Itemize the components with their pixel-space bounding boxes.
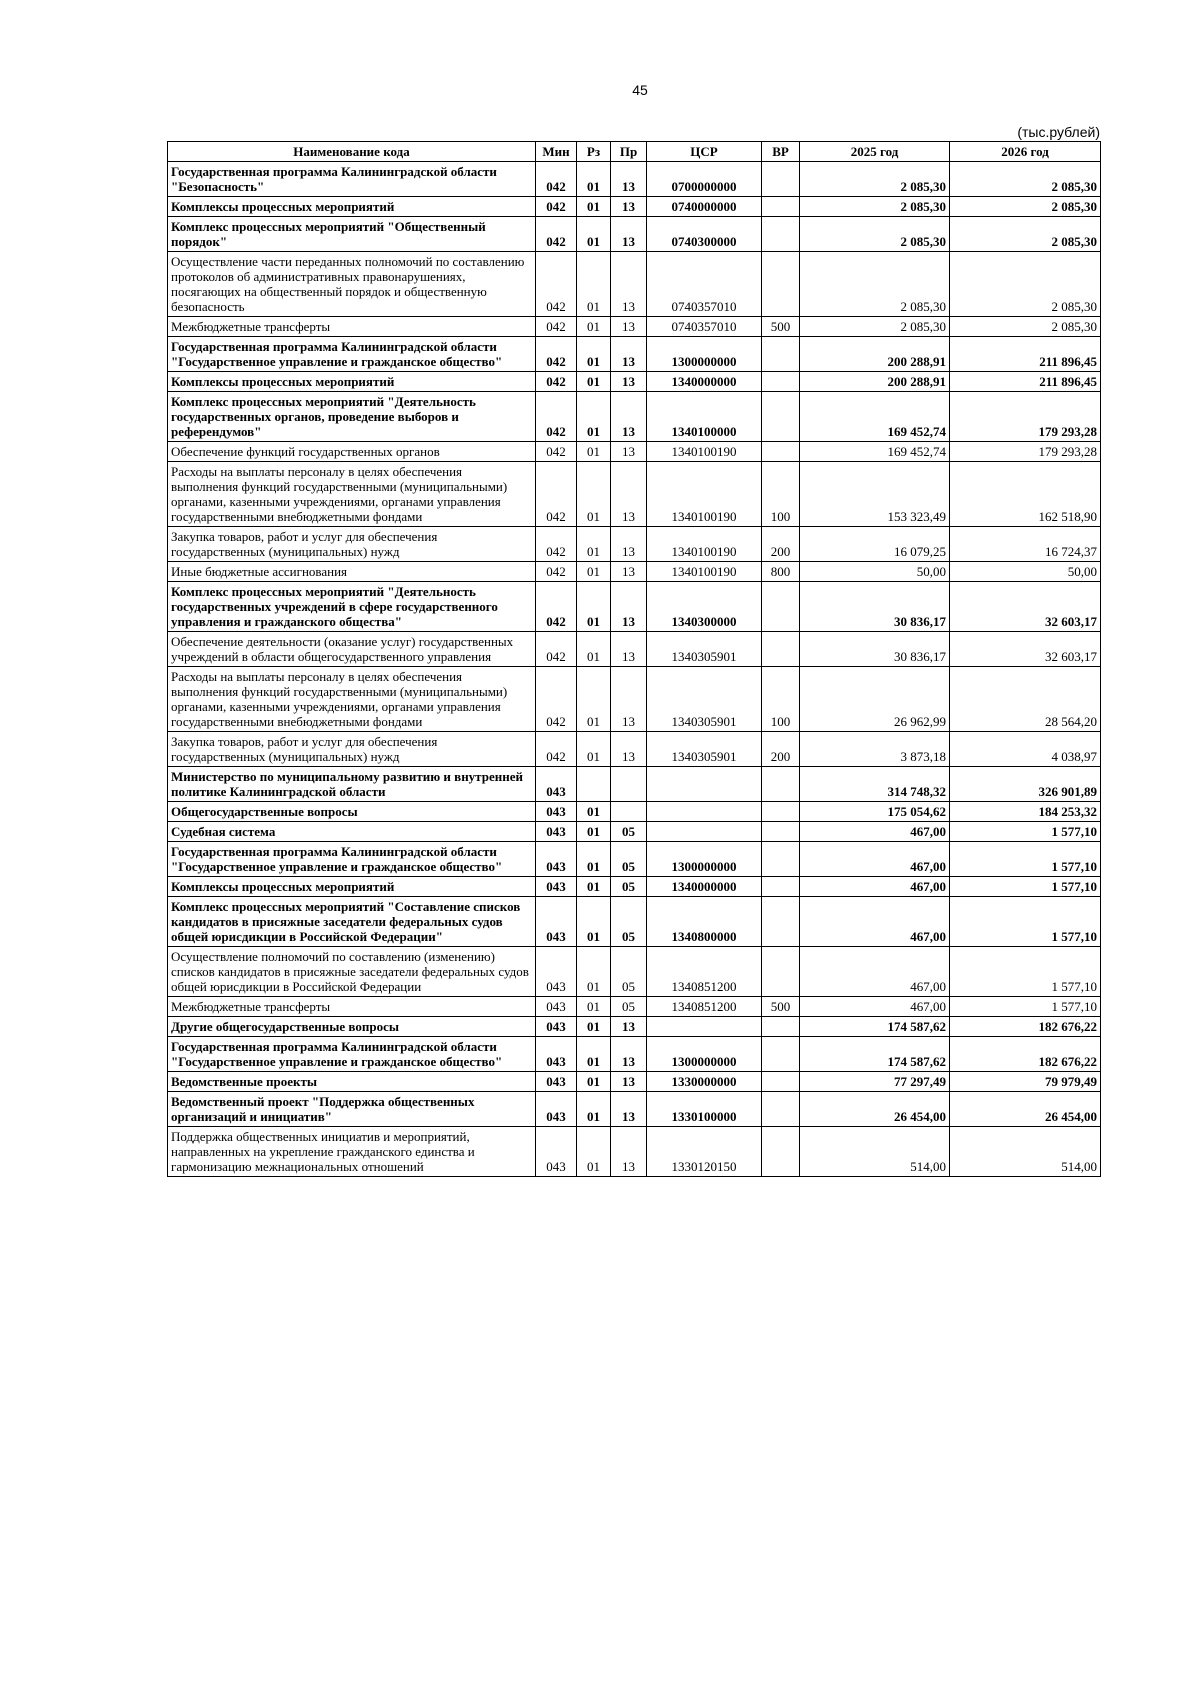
table-row xyxy=(168,822,1101,842)
cell-csr: 1330000000 xyxy=(647,1072,762,1092)
cell-pr: 05 xyxy=(611,897,647,947)
cell-min: 043 xyxy=(536,822,577,842)
cell-min: 042 xyxy=(536,582,577,632)
cell-2026: 1 577,10 xyxy=(950,997,1101,1017)
cell-vr xyxy=(762,822,800,842)
cell-csr: 1300000000 xyxy=(647,842,762,877)
cell-name: Обеспечение функций государственных органов xyxy=(168,442,536,462)
cell-name: Государственная программа Калининградской области "Государственное управление и гражданское общество" xyxy=(168,1037,536,1072)
table-row xyxy=(168,527,1101,562)
cell-name: Обеспечение деятельности (оказание услуг) государственных учреждений в области общегосударственного управления xyxy=(168,632,536,667)
cell-2025: 77 297,49 xyxy=(800,1072,950,1092)
cell-rz: 01 xyxy=(577,582,611,632)
cell-2025: 3 873,18 xyxy=(800,732,950,767)
cell-2025: 174 587,62 xyxy=(800,1017,950,1037)
cell-2025: 467,00 xyxy=(800,877,950,897)
cell-min: 042 xyxy=(536,217,577,252)
table-row xyxy=(168,372,1101,392)
cell-2026: 16 724,37 xyxy=(950,527,1101,562)
cell-min: 042 xyxy=(536,162,577,197)
cell-2025: 50,00 xyxy=(800,562,950,582)
cell-vr: 500 xyxy=(762,317,800,337)
cell-vr xyxy=(762,1127,800,1177)
table-row xyxy=(168,462,1101,527)
cell-2025: 2 085,30 xyxy=(800,317,950,337)
cell-2026: 2 085,30 xyxy=(950,197,1101,217)
cell-name: Комплекс процессных мероприятий "Деятельность государственных учреждений в сфере государственного управления и гражданского общества" xyxy=(168,582,536,632)
cell-name: Поддержка общественных инициатив и мероприятий, направленных на укрепление гражданского единства и гармонизацию межнациональных отношений xyxy=(168,1127,536,1177)
cell-vr xyxy=(762,252,800,317)
cell-pr: 13 xyxy=(611,1037,647,1072)
cell-min: 043 xyxy=(536,767,577,802)
cell-2025: 16 079,25 xyxy=(800,527,950,562)
cell-min: 042 xyxy=(536,392,577,442)
cell-pr: 13 xyxy=(611,252,647,317)
cell-vr xyxy=(762,1072,800,1092)
header-vr: ВР xyxy=(762,142,800,162)
cell-name: Государственная программа Калининградской области "Государственное управление и гражданское общество" xyxy=(168,337,536,372)
cell-2026: 2 085,30 xyxy=(950,162,1101,197)
table-row xyxy=(168,667,1101,732)
cell-rz: 01 xyxy=(577,997,611,1017)
cell-name: Комплексы процессных мероприятий xyxy=(168,877,536,897)
cell-pr: 05 xyxy=(611,997,647,1017)
header-2025: 2025 год xyxy=(800,142,950,162)
cell-vr xyxy=(762,442,800,462)
cell-pr: 13 xyxy=(611,562,647,582)
cell-pr: 05 xyxy=(611,877,647,897)
cell-name: Межбюджетные трансферты xyxy=(168,997,536,1017)
cell-name: Государственная программа Калининградской области "Безопасность" xyxy=(168,162,536,197)
header-min: Мин xyxy=(536,142,577,162)
cell-pr: 13 xyxy=(611,582,647,632)
cell-2025: 175 054,62 xyxy=(800,802,950,822)
cell-min: 043 xyxy=(536,1092,577,1127)
cell-name: Закупка товаров, работ и услуг для обеспечения государственных (муниципальных) нужд xyxy=(168,732,536,767)
cell-2026: 50,00 xyxy=(950,562,1101,582)
cell-pr: 05 xyxy=(611,947,647,997)
table-row xyxy=(168,1127,1101,1177)
cell-min: 042 xyxy=(536,632,577,667)
cell-csr: 1340100190 xyxy=(647,527,762,562)
cell-csr: 1340305901 xyxy=(647,732,762,767)
cell-vr xyxy=(762,767,800,802)
cell-name: Министерство по муниципальному развитию и внутренней политике Калининградской области xyxy=(168,767,536,802)
cell-min: 042 xyxy=(536,667,577,732)
cell-2026: 1 577,10 xyxy=(950,822,1101,842)
cell-min: 043 xyxy=(536,1072,577,1092)
cell-csr: 1340100190 xyxy=(647,442,762,462)
cell-2025: 30 836,17 xyxy=(800,632,950,667)
cell-min: 043 xyxy=(536,1127,577,1177)
cell-2026: 2 085,30 xyxy=(950,252,1101,317)
cell-min: 043 xyxy=(536,842,577,877)
cell-min: 042 xyxy=(536,197,577,217)
cell-name: Иные бюджетные ассигнования xyxy=(168,562,536,582)
cell-pr: 05 xyxy=(611,822,647,842)
cell-2026: 1 577,10 xyxy=(950,842,1101,877)
cell-rz: 01 xyxy=(577,822,611,842)
cell-2025: 467,00 xyxy=(800,947,950,997)
cell-vr: 100 xyxy=(762,462,800,527)
cell-name: Ведомственные проекты xyxy=(168,1072,536,1092)
cell-2025: 169 452,74 xyxy=(800,392,950,442)
cell-2026: 1 577,10 xyxy=(950,947,1101,997)
cell-2026: 184 253,32 xyxy=(950,802,1101,822)
table-row xyxy=(168,582,1101,632)
cell-2026: 326 901,89 xyxy=(950,767,1101,802)
cell-2026: 514,00 xyxy=(950,1127,1101,1177)
cell-csr: 1340100000 xyxy=(647,392,762,442)
cell-2026: 1 577,10 xyxy=(950,897,1101,947)
cell-2025: 467,00 xyxy=(800,997,950,1017)
cell-pr: 13 xyxy=(611,667,647,732)
table-row xyxy=(168,1017,1101,1037)
cell-2025: 174 587,62 xyxy=(800,1037,950,1072)
cell-name: Осуществление части переданных полномочий по составлению протоколов об административных правонарушениях, посягающих на общественный порядок и общественную безопасность xyxy=(168,252,536,317)
cell-name: Комплекс процессных мероприятий "Общественный порядок" xyxy=(168,217,536,252)
cell-2025: 514,00 xyxy=(800,1127,950,1177)
table-row xyxy=(168,562,1101,582)
cell-min: 043 xyxy=(536,997,577,1017)
cell-pr: 13 xyxy=(611,162,647,197)
cell-min: 042 xyxy=(536,372,577,392)
cell-min: 042 xyxy=(536,562,577,582)
page-number: 45 xyxy=(632,82,648,98)
cell-rz: 01 xyxy=(577,392,611,442)
cell-min: 042 xyxy=(536,317,577,337)
cell-vr xyxy=(762,337,800,372)
cell-csr: 1340000000 xyxy=(647,372,762,392)
cell-2026: 32 603,17 xyxy=(950,582,1101,632)
cell-2025: 26 962,99 xyxy=(800,667,950,732)
cell-rz: 01 xyxy=(577,842,611,877)
cell-2026: 162 518,90 xyxy=(950,462,1101,527)
table-row xyxy=(168,252,1101,317)
cell-min: 042 xyxy=(536,462,577,527)
cell-name: Расходы на выплаты персоналу в целях обеспечения выполнения функций государственными (муниципальными) органами, казенными учреждениями, органами управления государственными внебюджетными фондами xyxy=(168,667,536,732)
cell-name: Ведомственный проект "Поддержка общественных организаций и инициатив" xyxy=(168,1092,536,1127)
cell-pr: 13 xyxy=(611,732,647,767)
cell-rz: 01 xyxy=(577,1037,611,1072)
cell-csr: 1330100000 xyxy=(647,1092,762,1127)
cell-csr: 0740000000 xyxy=(647,197,762,217)
cell-csr: 1330120150 xyxy=(647,1127,762,1177)
cell-2025: 467,00 xyxy=(800,897,950,947)
cell-2025: 153 323,49 xyxy=(800,462,950,527)
header-csr: ЦСР xyxy=(647,142,762,162)
cell-csr: 1340100190 xyxy=(647,462,762,527)
table-row xyxy=(168,1072,1101,1092)
cell-min: 042 xyxy=(536,337,577,372)
cell-csr: 1340305901 xyxy=(647,667,762,732)
cell-csr: 1340305901 xyxy=(647,632,762,667)
table-row xyxy=(168,842,1101,877)
cell-2026: 79 979,49 xyxy=(950,1072,1101,1092)
cell-vr: 200 xyxy=(762,732,800,767)
cell-name: Комплексы процессных мероприятий xyxy=(168,372,536,392)
cell-rz: 01 xyxy=(577,252,611,317)
table-row xyxy=(168,997,1101,1017)
units-label: (тыс.рублей) xyxy=(1017,124,1100,140)
header-2026: 2026 год xyxy=(950,142,1101,162)
budget-table xyxy=(167,141,1101,1177)
cell-pr: 13 xyxy=(611,462,647,527)
cell-rz: 01 xyxy=(577,667,611,732)
cell-rz: 01 xyxy=(577,217,611,252)
cell-name: Комплекс процессных мероприятий "Деятельность государственных органов, проведение выборов и референдумов" xyxy=(168,392,536,442)
cell-vr: 500 xyxy=(762,997,800,1017)
cell-2026: 32 603,17 xyxy=(950,632,1101,667)
cell-rz: 01 xyxy=(577,1017,611,1037)
cell-2026: 28 564,20 xyxy=(950,667,1101,732)
cell-vr: 100 xyxy=(762,667,800,732)
cell-rz: 01 xyxy=(577,337,611,372)
table-row xyxy=(168,732,1101,767)
cell-vr xyxy=(762,1092,800,1127)
cell-2025: 200 288,91 xyxy=(800,372,950,392)
table-row xyxy=(168,337,1101,372)
table-row xyxy=(168,197,1101,217)
cell-2025: 2 085,30 xyxy=(800,162,950,197)
cell-2026: 26 454,00 xyxy=(950,1092,1101,1127)
cell-csr: 1340851200 xyxy=(647,947,762,997)
table-row xyxy=(168,632,1101,667)
cell-vr xyxy=(762,947,800,997)
cell-vr: 800 xyxy=(762,562,800,582)
cell-name: Другие общегосударственные вопросы xyxy=(168,1017,536,1037)
cell-name: Судебная система xyxy=(168,822,536,842)
cell-2026: 182 676,22 xyxy=(950,1037,1101,1072)
cell-csr: 0740357010 xyxy=(647,317,762,337)
table-row xyxy=(168,1092,1101,1127)
cell-min: 042 xyxy=(536,252,577,317)
cell-pr: 13 xyxy=(611,337,647,372)
table-row xyxy=(168,217,1101,252)
cell-csr: 0740300000 xyxy=(647,217,762,252)
cell-name: Осуществление полномочий по составлению (изменению) списков кандидатов в присяжные заседатели федеральных судов общей юрисдикции в Российской Федерации xyxy=(168,947,536,997)
header-pr: Пр xyxy=(611,142,647,162)
cell-name: Комплекс процессных мероприятий "Составление списков кандидатов в присяжные заседатели федеральных судов общей юрисдикции в Российской Федерации" xyxy=(168,897,536,947)
cell-vr xyxy=(762,197,800,217)
cell-rz: 01 xyxy=(577,1072,611,1092)
cell-2025: 2 085,30 xyxy=(800,252,950,317)
cell-name: Расходы на выплаты персоналу в целях обеспечения выполнения функций государственными (муниципальными) органами, казенными учреждениями, органами управления государственными внебюджетными фондами xyxy=(168,462,536,527)
cell-pr: 13 xyxy=(611,392,647,442)
cell-2026: 211 896,45 xyxy=(950,372,1101,392)
cell-2025: 2 085,30 xyxy=(800,197,950,217)
table-row xyxy=(168,897,1101,947)
cell-pr: 13 xyxy=(611,1072,647,1092)
cell-vr xyxy=(762,217,800,252)
cell-pr: 13 xyxy=(611,1017,647,1037)
cell-name: Межбюджетные трансферты xyxy=(168,317,536,337)
cell-pr: 13 xyxy=(611,632,647,667)
cell-vr xyxy=(762,1037,800,1072)
table-row xyxy=(168,442,1101,462)
cell-vr xyxy=(762,582,800,632)
cell-min: 042 xyxy=(536,527,577,562)
cell-min: 043 xyxy=(536,877,577,897)
cell-pr: 13 xyxy=(611,197,647,217)
cell-pr: 05 xyxy=(611,842,647,877)
cell-2025: 169 452,74 xyxy=(800,442,950,462)
cell-csr: 1340000000 xyxy=(647,877,762,897)
table-header-row xyxy=(168,142,1101,162)
cell-rz: 01 xyxy=(577,947,611,997)
cell-csr: 0740357010 xyxy=(647,252,762,317)
table-row xyxy=(168,947,1101,997)
cell-rz: 01 xyxy=(577,897,611,947)
cell-csr: 1340300000 xyxy=(647,582,762,632)
cell-2025: 467,00 xyxy=(800,842,950,877)
cell-pr: 13 xyxy=(611,217,647,252)
cell-2025: 314 748,32 xyxy=(800,767,950,802)
cell-min: 043 xyxy=(536,947,577,997)
cell-vr xyxy=(762,842,800,877)
cell-pr xyxy=(611,767,647,802)
cell-rz: 01 xyxy=(577,527,611,562)
cell-name: Государственная программа Калининградской области "Государственное управление и гражданское общество" xyxy=(168,842,536,877)
cell-min: 042 xyxy=(536,732,577,767)
cell-rz xyxy=(577,767,611,802)
header-name: Наименование кода xyxy=(168,142,536,162)
table-row xyxy=(168,1037,1101,1072)
cell-2026: 179 293,28 xyxy=(950,442,1101,462)
cell-min: 043 xyxy=(536,802,577,822)
cell-vr xyxy=(762,162,800,197)
cell-rz: 01 xyxy=(577,162,611,197)
cell-min: 043 xyxy=(536,897,577,947)
cell-csr xyxy=(647,1017,762,1037)
cell-2025: 30 836,17 xyxy=(800,582,950,632)
cell-rz: 01 xyxy=(577,802,611,822)
cell-pr: 13 xyxy=(611,372,647,392)
cell-pr: 13 xyxy=(611,317,647,337)
cell-rz: 01 xyxy=(577,1092,611,1127)
cell-rz: 01 xyxy=(577,462,611,527)
cell-csr: 1300000000 xyxy=(647,1037,762,1072)
cell-pr: 13 xyxy=(611,527,647,562)
cell-csr: 1300000000 xyxy=(647,337,762,372)
cell-rz: 01 xyxy=(577,197,611,217)
cell-2026: 4 038,97 xyxy=(950,732,1101,767)
cell-2026: 211 896,45 xyxy=(950,337,1101,372)
table-row xyxy=(168,162,1101,197)
cell-vr xyxy=(762,802,800,822)
table-row xyxy=(168,317,1101,337)
cell-2026: 182 676,22 xyxy=(950,1017,1101,1037)
cell-rz: 01 xyxy=(577,732,611,767)
cell-vr xyxy=(762,897,800,947)
cell-2026: 179 293,28 xyxy=(950,392,1101,442)
cell-csr xyxy=(647,767,762,802)
table-row xyxy=(168,877,1101,897)
cell-rz: 01 xyxy=(577,372,611,392)
cell-pr: 13 xyxy=(611,1127,647,1177)
cell-2025: 467,00 xyxy=(800,822,950,842)
table-row xyxy=(168,767,1101,802)
header-rz: Рз xyxy=(577,142,611,162)
cell-csr: 0700000000 xyxy=(647,162,762,197)
cell-name: Общегосударственные вопросы xyxy=(168,802,536,822)
cell-vr xyxy=(762,877,800,897)
cell-pr: 13 xyxy=(611,1092,647,1127)
table-row xyxy=(168,392,1101,442)
cell-vr xyxy=(762,372,800,392)
cell-2026: 1 577,10 xyxy=(950,877,1101,897)
cell-rz: 01 xyxy=(577,442,611,462)
cell-csr: 1340800000 xyxy=(647,897,762,947)
cell-2026: 2 085,30 xyxy=(950,317,1101,337)
cell-rz: 01 xyxy=(577,562,611,582)
cell-pr: 13 xyxy=(611,442,647,462)
cell-name: Закупка товаров, работ и услуг для обеспечения государственных (муниципальных) нужд xyxy=(168,527,536,562)
cell-csr xyxy=(647,822,762,842)
table-row xyxy=(168,802,1101,822)
cell-name: Комплексы процессных мероприятий xyxy=(168,197,536,217)
cell-rz: 01 xyxy=(577,317,611,337)
cell-2025: 200 288,91 xyxy=(800,337,950,372)
cell-2025: 2 085,30 xyxy=(800,217,950,252)
cell-rz: 01 xyxy=(577,632,611,667)
cell-vr xyxy=(762,392,800,442)
cell-rz: 01 xyxy=(577,1127,611,1177)
cell-rz: 01 xyxy=(577,877,611,897)
cell-csr: 1340100190 xyxy=(647,562,762,582)
cell-csr: 1340851200 xyxy=(647,997,762,1017)
cell-min: 043 xyxy=(536,1037,577,1072)
cell-csr xyxy=(647,802,762,822)
cell-2026: 2 085,30 xyxy=(950,217,1101,252)
cell-min: 043 xyxy=(536,1017,577,1037)
cell-2025: 26 454,00 xyxy=(800,1092,950,1127)
cell-vr xyxy=(762,1017,800,1037)
cell-pr xyxy=(611,802,647,822)
cell-vr: 200 xyxy=(762,527,800,562)
cell-min: 042 xyxy=(536,442,577,462)
cell-vr xyxy=(762,632,800,667)
